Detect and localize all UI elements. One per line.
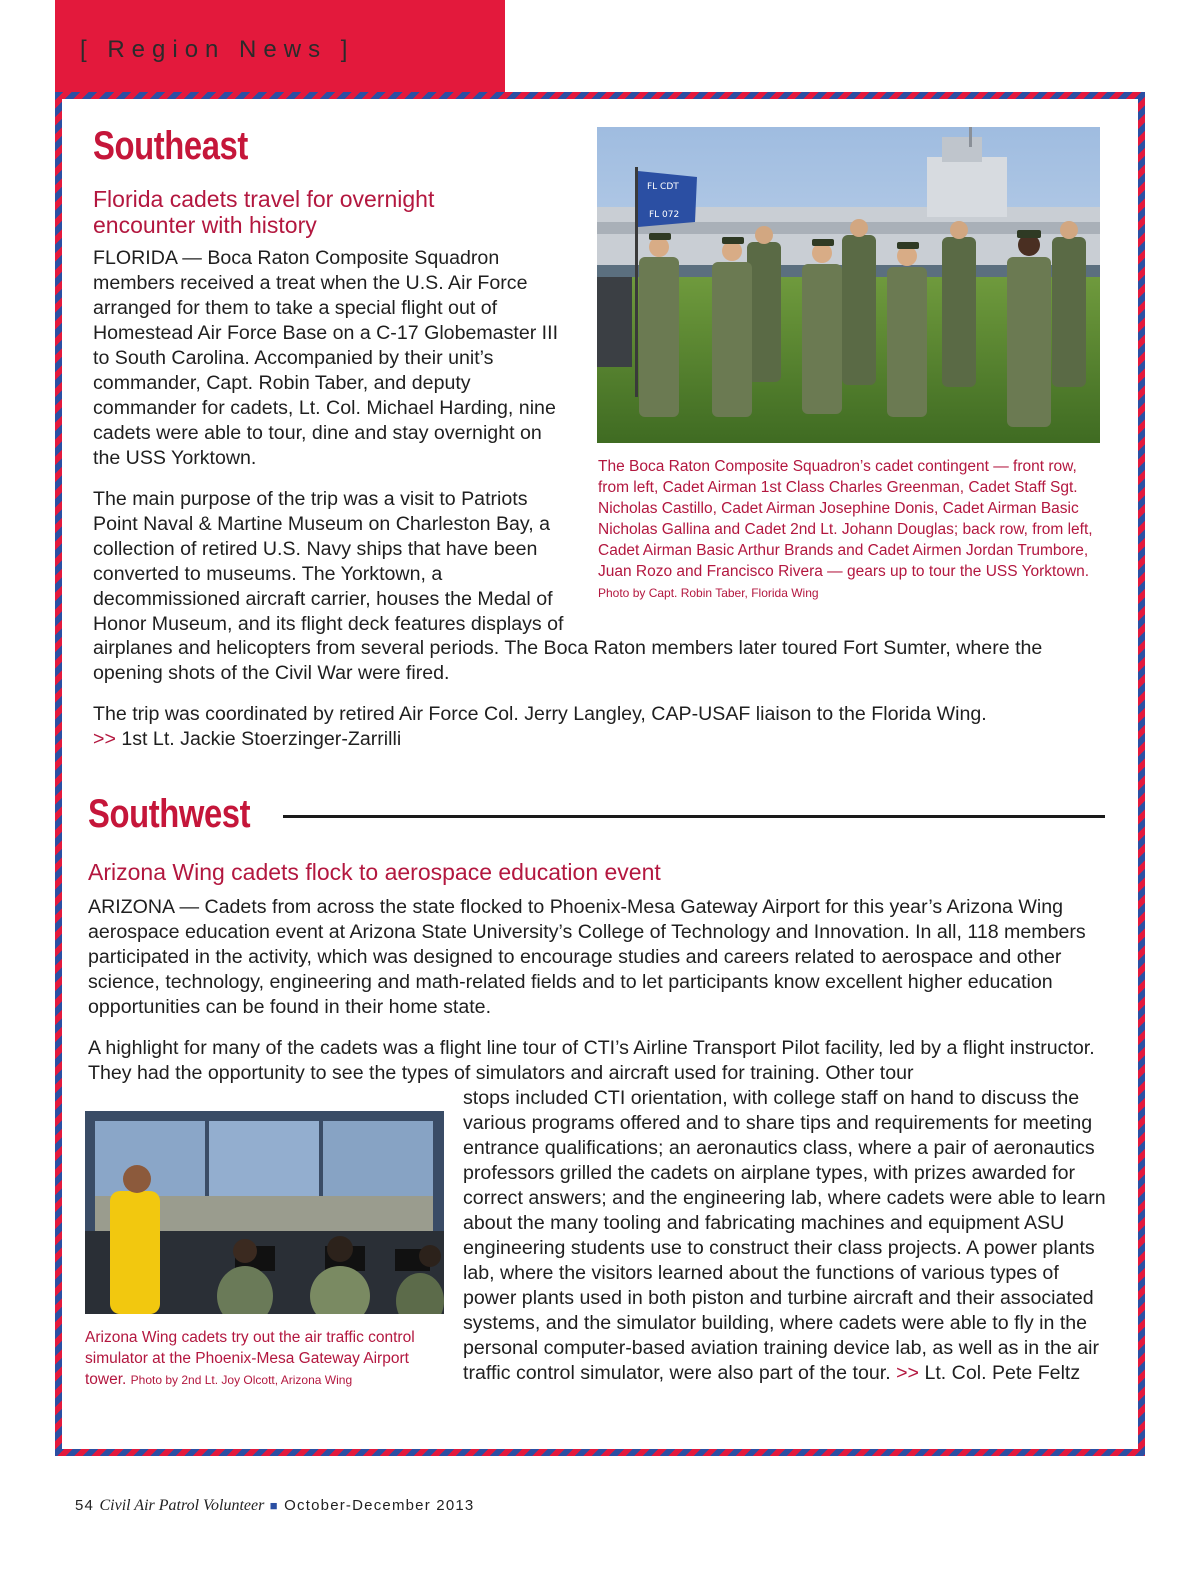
cadets-yorktown-photo <box>597 127 1100 443</box>
southwest-byline: Lt. Col. Pete Feltz <box>924 1362 1081 1384</box>
southwest-body-wide <box>88 895 1098 1086</box>
footer-square-icon: ■ <box>269 1498 279 1513</box>
atc-simulator-photo <box>85 1111 444 1314</box>
section-rule <box>283 815 1105 818</box>
southeast-byline: 1st Lt. Jackie Stoerzinger-Zarrilli <box>121 728 402 750</box>
byline-arrow: >> <box>93 728 116 750</box>
southeast-paragraph-2b: airplanes and helicopters from several periods. The Boca Raton members later toured Fort Sumter, where the opening shots of the Civil War were fired. <box>93 637 1043 684</box>
southeast-headline: Florida cadets travel for overnight encounter with history <box>93 186 435 238</box>
southeast-body-column <box>93 246 571 637</box>
southeast-photo-credit: Photo by Capt. Robin Taber, Florida Wing <box>598 586 819 600</box>
southeast-paragraph-3 <box>93 702 1093 752</box>
southwest-photo-credit: Photo by 2nd Lt. Joy Olcott, Arizona Wing <box>130 1373 353 1387</box>
southeast-photo-caption <box>598 456 1108 604</box>
southwest-photo-caption <box>85 1327 450 1391</box>
southeast-paragraph-1: FLORIDA — Boca Raton Composite Squadron members received a treat when the U.S. Air Force arranged for them to take a special flight out of Homestead Air Force Base on a C-17 Globemaster III to South Carolina. Accompanied by their unit’s commander, Capt. Robin Taber, and deputy commander for cadets, Lt. Col. Michael Harding, nine cadets were able to tour, dine and stay overnight on the USS Yorktown. <box>93 247 559 469</box>
issue-date: October-December 2013 <box>284 1497 475 1514</box>
southwest-title: Southwest <box>88 792 251 836</box>
southwest-body-column <box>463 1086 1108 1386</box>
section-header-label: [ Region News ] <box>80 36 355 63</box>
flag-text-2: FL 072 <box>649 210 680 220</box>
southeast-body-wide <box>93 636 1093 752</box>
southwest-paragraph-2b: stops included CTI orientation, with college staff on hand to discuss the various programs offered and to share tips and requirements for meeting entrance qualifications; an aeronautics class, where a pair of aeronautics professors grilled the cadets on airplane types, with prizes awarded for correct answers; and the engineering lab, where cadets were able to learn about the many tooling and fabricating machines and equipment ASU engineering students use to construct their class projects. A power plants lab, where the visitors learned about the functions of various types of power plants used in both piston and turbine aircraft and their associated systems, and the simulator building, where cadets were able to fly in the personal computer-based aviation training device lab, as well as in the air traffic control simulator, were also part of the tour. <box>463 1087 1106 1384</box>
southwest-byline-arrow: >> <box>896 1362 919 1384</box>
southwest-paragraph-2b-wrap <box>463 1086 1108 1386</box>
page-footer <box>75 1497 474 1515</box>
southwest-paragraph-2a: A highlight for many of the cadets was a flight line tour of CTI’s Airline Transport Pilot facility, led by a flight instructor. They had the opportunity to see the types of simulators and aircraft used for training. Other tour <box>88 1037 1095 1084</box>
southwest-caption-text: Arizona Wing cadets try out the air traffic control simulator at the Phoenix-Mesa Gateway Airport tower. <box>85 1329 415 1388</box>
page-number: 54 <box>75 1497 95 1514</box>
magazine-title: Civil Air Patrol Volunteer <box>99 1497 265 1514</box>
southeast-caption-text: The Boca Raton Composite Squadron’s cadet contingent — front row, from left, Cadet Airman 1st Class Charles Greenman, Cadet Staff Sgt. Nicholas Castillo, Cadet Airman Josephine Donis, Cadet Airman Basic Nicholas Gallina and Cadet 2nd Lt. Johann Douglas; back row, from left, Cadet Airman Basic Arthur Brands and Cadet Airmen Jordan Trumbore, Juan Rozo and Francisco Rivera — gears up to tour the USS Yorktown. <box>598 458 1093 580</box>
southeast-title: Southeast <box>93 124 248 168</box>
southeast-paragraph-2a: The main purpose of the trip was a visit to Patriots Point Naval & Martine Museum on Charleston Bay, a collection of retired U.S. Navy ships that have been converted to museums. The Yorktown, a decommissioned aircraft carrier, houses the Medal of Honor Museum, and its flight deck features displays of <box>93 488 564 635</box>
southwest-headline: Arizona Wing cadets flock to aerospace education event <box>88 859 661 885</box>
flag-text-1: FL CDT <box>647 182 679 192</box>
southeast-paragraph-3-text: The trip was coordinated by retired Air Force Col. Jerry Langley, CAP-USAF liaison to the Florida Wing. <box>93 703 987 725</box>
southwest-paragraph-1: ARIZONA — Cadets from across the state flocked to Phoenix-Mesa Gateway Airport for this year’s Arizona Wing aerospace education event at Arizona State University’s College of Technology and Innovation. In all, 118 members participated in the activity, which was designed to encourage studies and careers related to aerospace and other science, technology, engineering and math-related fields and to let participants know excellent higher education opportunities can be found in their home state. <box>88 896 1086 1018</box>
